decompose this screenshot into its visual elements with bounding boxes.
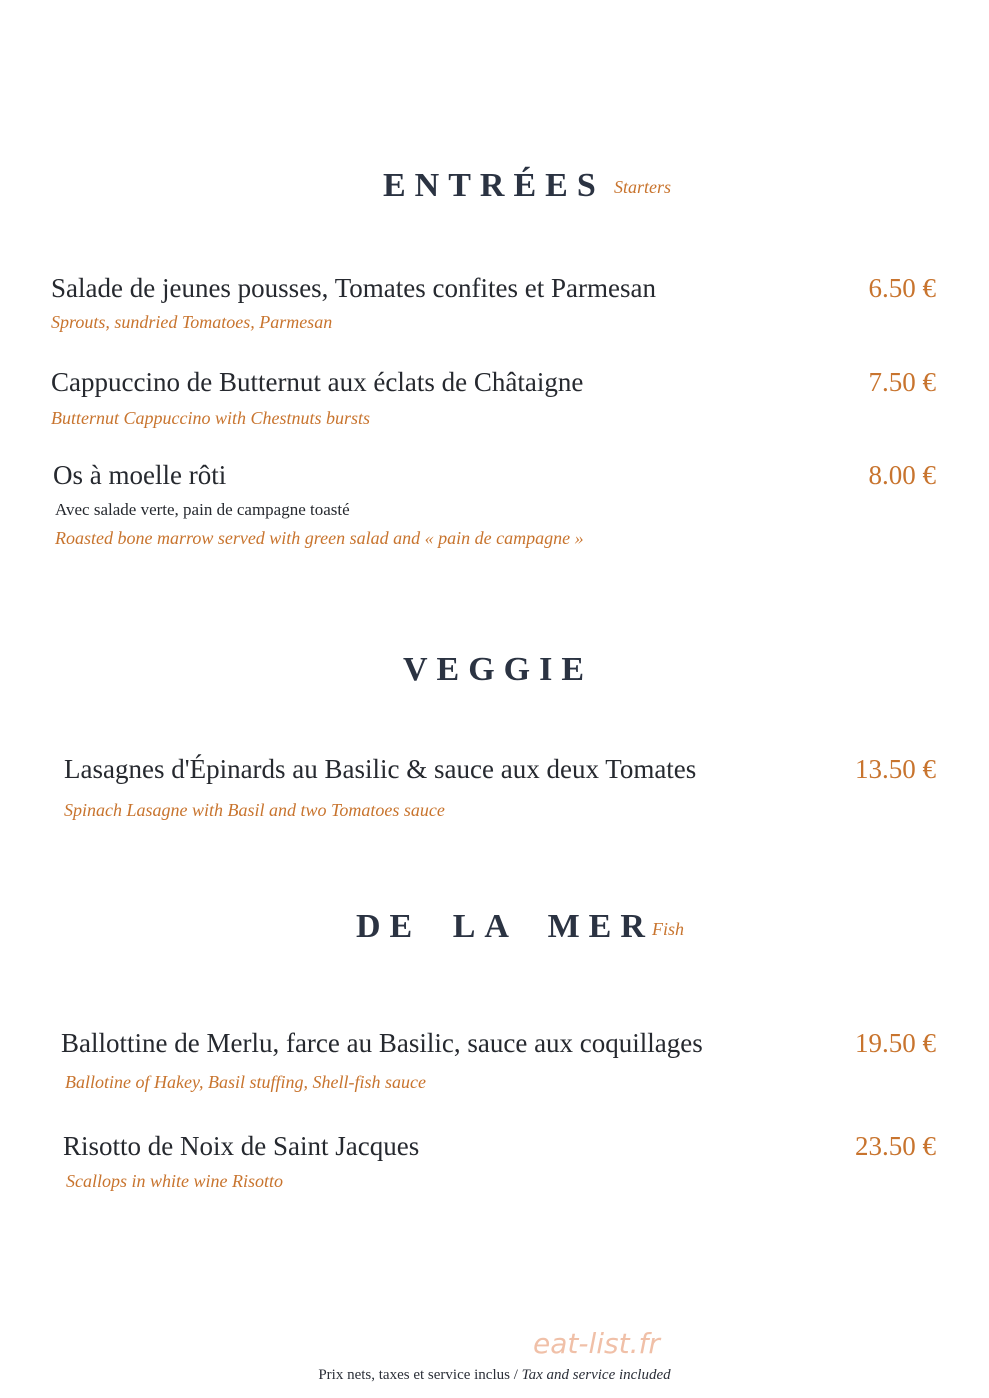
menu-item-english: Spinach Lasagne with Basil and two Tomatoes sauce [64, 800, 445, 820]
menu-item-price: 23.50 € [855, 1131, 936, 1161]
menu-item-price: 6.50 € [868, 273, 936, 303]
footer-note [0, 1367, 989, 1384]
menu-item-english: Ballotine of Hakey, Basil stuffing, Shell-fish sauce [65, 1072, 426, 1092]
section-subtitle-entrees: Starters [614, 177, 672, 197]
section-title-veggie: VEGGIE [403, 651, 594, 688]
menu-item-price: 8.00 € [868, 460, 936, 490]
menu-item-price: 13.50 € [855, 754, 936, 784]
watermark: eat-list.fr [533, 1327, 660, 1360]
footer-french: Prix nets, taxes et service inclus / [318, 1367, 522, 1383]
menu-item-name: Lasagnes d'Épinards au Basilic & sauce aux deux Tomates [64, 754, 697, 784]
footer-english: Tax and service included [521, 1367, 671, 1383]
menu-item-name: Ballottine de Merlu, farce au Basilic, sauce aux coquillages [61, 1028, 703, 1058]
menu-item-price: 19.50 € [855, 1028, 936, 1058]
menu-item-price: 7.50 € [868, 367, 936, 397]
section-title-de-la-mer: DE LA MER [356, 908, 654, 945]
section-subtitle-de-la-mer: Fish [652, 919, 685, 939]
menu-item-name: Cappuccino de Butternut aux éclats de Châtaigne [51, 367, 584, 397]
menu-item-english: Roasted bone marrow served with green salad and « pain de campagne » [55, 528, 584, 548]
menu-item-description: Avec salade verte, pain de campagne toasté [55, 500, 350, 519]
menu-item-name: Risotto de Noix de Saint Jacques [63, 1131, 420, 1161]
menu-item-name: Os à moelle rôti [53, 460, 227, 490]
menu-item-english: Scallops in white wine Risotto [66, 1171, 283, 1191]
menu-item-english: Sprouts, sundried Tomatoes, Parmesan [51, 312, 333, 332]
menu-item-english: Butternut Cappuccino with Chestnuts bursts [51, 408, 371, 428]
menu-item-name: Salade de jeunes pousses, Tomates confites et Parmesan [51, 273, 656, 303]
section-title-entrees: ENTRÉES [383, 167, 605, 204]
